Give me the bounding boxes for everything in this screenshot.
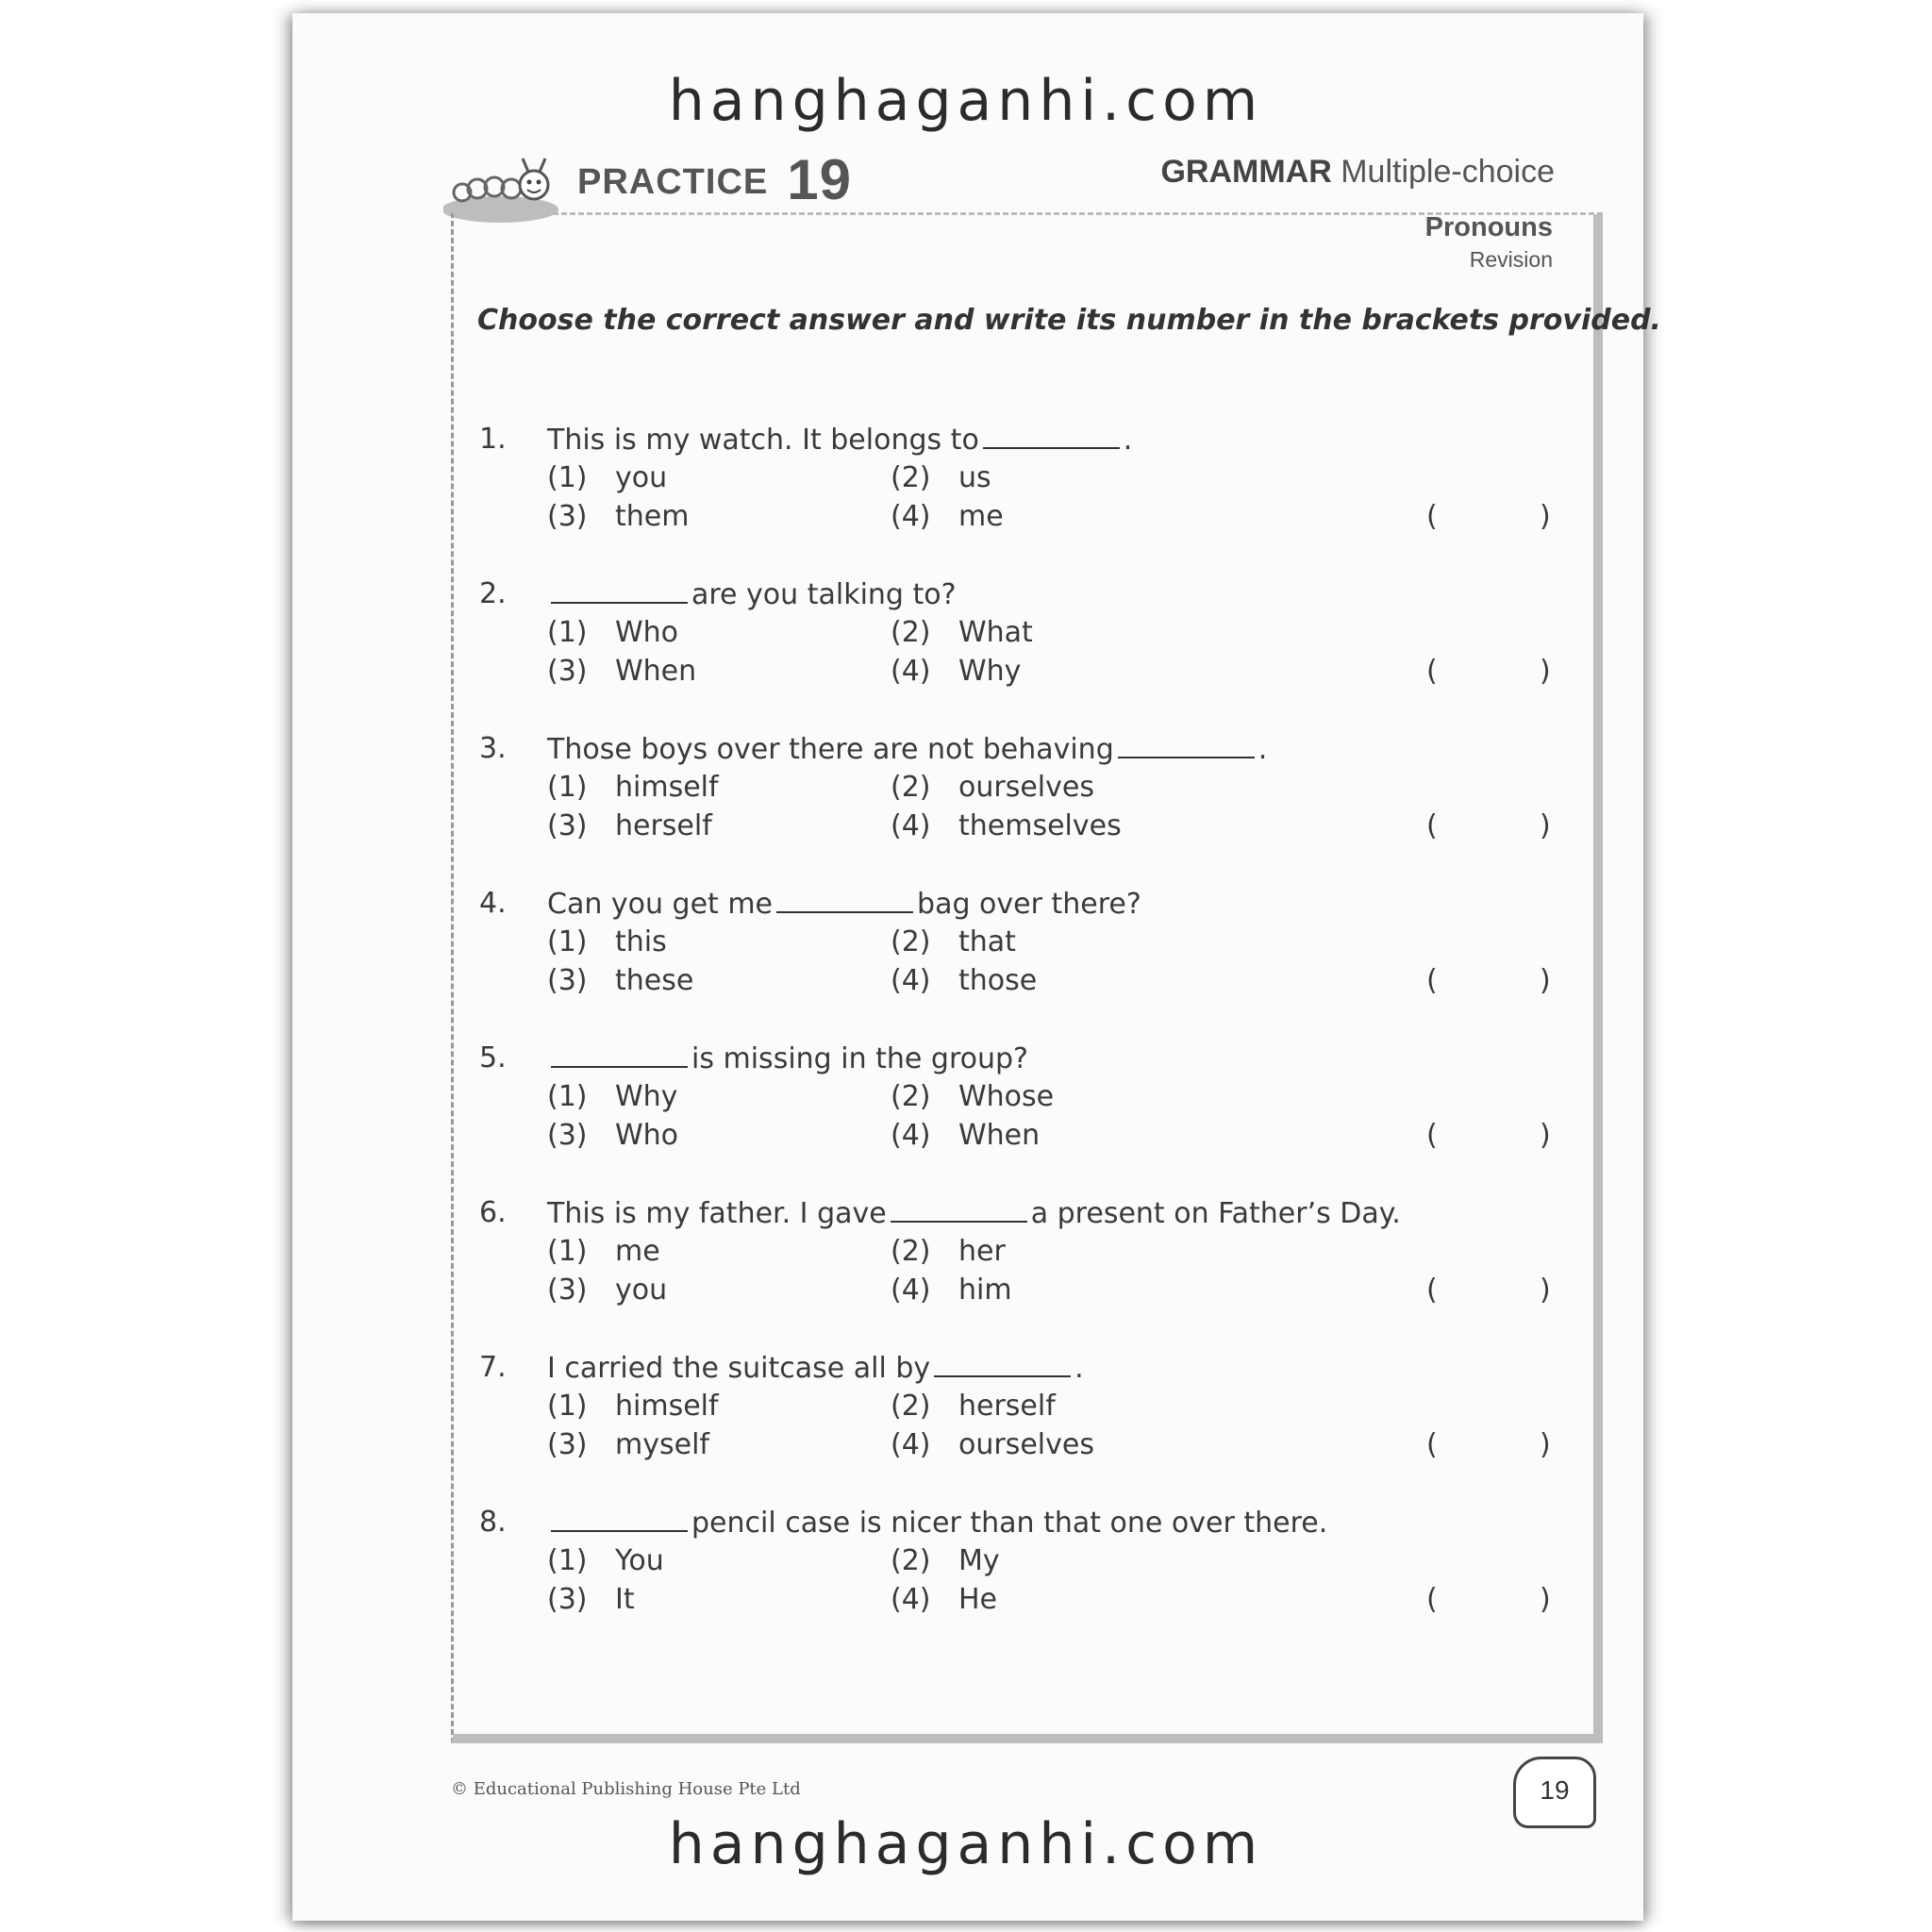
option-number: (3) [547,655,588,688]
question-stem [547,1351,1084,1385]
option-text: themselves [958,809,1122,842]
answer-blank [551,1041,688,1068]
stem-text-before: Can you get me [547,888,774,921]
option-number: (4) [891,1274,931,1307]
option-text: them [615,500,690,533]
option-3 [547,964,693,997]
option-2 [891,1390,1056,1423]
bracket-close: ) [1540,655,1551,688]
option-text: him [958,1274,1012,1307]
stem-text-before: This is my watch. It belongs to [547,424,979,457]
stem-text-after: pencil case is nicer than that one over there. [691,1507,1328,1540]
bracket-open: ( [1426,1583,1438,1616]
stem-text-after: . [1257,733,1268,766]
option-1 [547,1544,664,1577]
option-text: Why [958,655,1022,688]
stem-text-after: is missing in the group? [691,1042,1028,1075]
watermark-bottom: hanghaganhi.com [668,1811,1264,1877]
option-text: ourselves [958,771,1094,804]
option-2 [891,1544,1000,1577]
option-text: those [958,964,1038,997]
option-text: ourselves [958,1428,1094,1461]
option-text: When [958,1119,1041,1152]
option-number: (3) [547,500,588,533]
option-4 [891,1428,1094,1461]
bracket-open: ( [1426,809,1438,842]
option-4 [891,1583,997,1616]
option-text: myself [615,1428,709,1461]
option-text: you [615,461,668,494]
option-number: (3) [547,1428,588,1461]
bracket-close: ) [1540,1583,1551,1616]
section-rest: Multiple-choice [1341,154,1555,190]
option-3 [547,809,712,842]
option-number: (2) [891,1080,931,1113]
bracket-close: ) [1540,1428,1551,1461]
option-text: you [615,1274,668,1307]
bracket-close: ) [1540,964,1551,997]
option-2 [891,461,991,494]
answer-blank [891,1196,1027,1223]
option-number: (2) [891,925,931,958]
option-1 [547,1235,660,1268]
option-1 [547,1080,677,1113]
stem-text-after: a present on Father’s Day. [1030,1197,1401,1230]
option-text: herself [958,1390,1056,1423]
answer-blank [551,1506,688,1532]
answer-blank [934,1351,1071,1377]
question-stem [547,1196,1401,1230]
stem-text-before: This is my father. I gave [547,1197,887,1230]
question-item [479,887,1583,1038]
option-text: herself [615,809,712,842]
bracket-close: ) [1540,500,1551,533]
option-text: When [615,655,697,688]
bracket-close: ) [1540,1119,1551,1152]
option-number: (4) [891,500,931,533]
option-number: (4) [891,1583,931,1616]
option-number: (1) [547,1235,588,1268]
option-text: What [958,616,1033,649]
option-4 [891,809,1122,842]
question-item [479,1506,1583,1657]
question-item [479,1196,1583,1347]
option-number: (1) [547,1390,588,1423]
option-text: You [615,1544,664,1577]
section-bold: GRAMMAR [1160,154,1332,190]
stem-text-after: are you talking to? [691,578,957,611]
question-number: 1. [479,423,507,456]
bracket-open: ( [1426,500,1438,533]
question-number: 2. [479,577,507,610]
section-title [1160,154,1555,191]
option-1 [547,616,678,649]
question-stem [547,732,1267,766]
option-number: (1) [547,925,588,958]
watermark-top: hanghaganhi.com [668,68,1264,134]
question-item [479,577,1583,728]
option-text: himself [615,1390,719,1423]
option-number: (4) [891,964,931,997]
option-number: (3) [547,809,588,842]
stem-text-before: I carried the suitcase all by [547,1352,931,1385]
option-number: (1) [547,771,588,804]
option-number: (3) [547,1119,588,1152]
answer-blank [983,423,1120,449]
option-number: (4) [891,1119,931,1152]
option-number: (2) [891,1544,931,1577]
option-number: (2) [891,1235,931,1268]
question-number: 4. [479,887,507,920]
option-1 [547,461,667,494]
question-number: 7. [479,1351,507,1384]
option-2 [891,925,1016,958]
option-text: Who [615,1119,679,1152]
option-1 [547,771,719,804]
option-3 [547,1274,667,1307]
option-text: me [615,1235,660,1268]
option-number: (1) [547,616,588,649]
practice-label: PRACTICE [577,162,769,202]
option-3 [547,1119,678,1152]
question-number: 8. [479,1506,507,1539]
option-text: Who [615,616,679,649]
option-2 [891,1080,1054,1113]
option-number: (4) [891,655,931,688]
question-stem [547,577,957,611]
option-3 [547,1583,635,1616]
option-number: (3) [547,964,588,997]
option-number: (3) [547,1583,588,1616]
option-text: me [958,500,1004,533]
question-item [479,732,1583,883]
option-4 [891,655,1021,688]
question-item [479,1041,1583,1192]
page-number: 19 [1513,1757,1596,1828]
option-4 [891,1119,1040,1152]
option-2 [891,1235,1006,1268]
question-stem [547,887,1141,921]
stem-text-after: bag over there? [917,888,1141,921]
option-number: (3) [547,1274,588,1307]
option-2 [891,771,1094,804]
option-number: (4) [891,809,931,842]
question-stem [547,423,1132,457]
option-2 [891,616,1033,649]
option-number: (2) [891,771,931,804]
option-3 [547,1428,709,1461]
option-text: that [958,925,1016,958]
question-item [479,423,1583,574]
bracket-close: ) [1540,1274,1551,1307]
question-number: 5. [479,1041,507,1074]
question-item [479,1351,1583,1502]
option-number: (1) [547,461,588,494]
option-4 [891,964,1037,997]
stem-text-before: Those boys over there are not behaving [547,733,1114,766]
option-number: (1) [547,1544,588,1577]
option-text: He [958,1583,998,1616]
stem-text-after: . [1074,1352,1084,1385]
bracket-open: ( [1426,1428,1438,1461]
option-text: us [958,461,991,494]
option-text: Whose [958,1080,1055,1113]
bracket-close: ) [1540,809,1551,842]
option-text: this [615,925,667,958]
question-stem [547,1041,1028,1075]
answer-blank [1118,732,1255,758]
answer-blank [551,577,688,604]
stem-text-after: . [1123,424,1133,457]
option-text: It [615,1583,635,1616]
topic-subtitle: Revision [1469,247,1553,272]
option-1 [547,1390,719,1423]
option-3 [547,655,696,688]
option-text: My [958,1544,1000,1577]
practice-number: 19 [787,148,852,211]
bracket-open: ( [1426,1274,1438,1307]
option-3 [547,500,689,533]
option-number: (2) [891,1390,931,1423]
option-number: (2) [891,616,931,649]
option-number: (4) [891,1428,931,1461]
question-number: 3. [479,732,507,765]
option-number: (1) [547,1080,588,1113]
option-text: Why [615,1080,678,1113]
bracket-open: ( [1426,655,1438,688]
instruction-text: Choose the correct answer and write its number in the brackets provided. [477,304,1661,337]
option-4 [891,1274,1012,1307]
bracket-open: ( [1426,1119,1438,1152]
option-4 [891,500,1004,533]
bracket-open: ( [1426,964,1438,997]
option-text: her [958,1235,1006,1268]
option-text: these [615,964,694,997]
question-stem [547,1506,1327,1540]
option-text: himself [615,771,719,804]
practice-title [577,142,852,211]
question-number: 6. [479,1196,507,1229]
copyright-text: © Educational Publishing House Pte Ltd [451,1779,801,1799]
option-1 [547,925,667,958]
answer-blank [776,887,913,913]
topic-title: Pronouns [1424,212,1553,242]
option-number: (2) [891,461,931,494]
